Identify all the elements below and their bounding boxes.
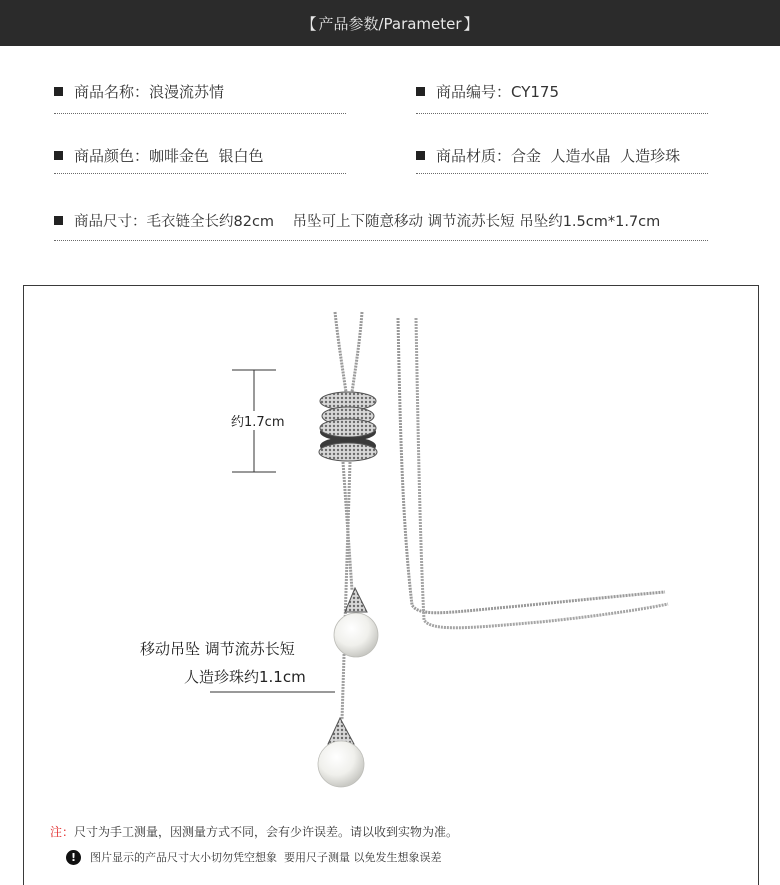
header-bracket-open: 【 — [301, 14, 317, 33]
callout-line-1: 移动吊坠 调节流苏长短 — [140, 640, 295, 658]
param-size-label: 商品尺寸： — [74, 214, 147, 230]
pearl-drop-lower — [318, 718, 364, 787]
warning-note — [66, 849, 442, 865]
chain-strand — [352, 312, 362, 392]
callout-line-2: 人造珍珠约1.1cm — [184, 668, 306, 686]
measurement-note — [50, 823, 458, 840]
warning-text: 图片显示的产品尺寸大小切勿凭空想象 要用尺子测量 以免发生想象误差 — [90, 851, 442, 864]
chain-strand — [416, 318, 668, 628]
chain-strand — [335, 312, 346, 392]
pearl-drop-upper — [334, 588, 378, 657]
param-material-value: 合金 人造水晶 人造珍珠 — [511, 147, 681, 165]
chain-strand — [398, 318, 665, 613]
note-prefix: 注： — [50, 825, 75, 839]
param-code-value: CY175 — [511, 82, 560, 101]
warning-icon: ! — [66, 850, 81, 865]
param-color-value: 咖啡金色 银白色 — [149, 147, 264, 165]
param-name-value: 浪漫流苏情 — [149, 83, 225, 101]
dimension-label: 约1.7cm — [231, 411, 285, 430]
header-bracket-close: 】 — [463, 14, 479, 33]
param-color-label: 商品颜色： — [74, 147, 150, 165]
note-text: 尺寸为手工测量，因测量方式不同，会有少许误差。请以收到实物为准。 — [74, 825, 459, 839]
param-material-label: 商品材质： — [436, 147, 512, 165]
header-title: 产品参数/Parameter — [318, 14, 462, 33]
pave-slider-rings — [319, 392, 377, 461]
param-size-value: 毛衣链全长约82cm 吊坠可上下随意移动 调节流苏长短 吊坠约1.5cm*1.7cm — [146, 214, 661, 230]
tassel-chain — [342, 462, 350, 720]
param-name-label: 商品名称： — [74, 83, 150, 101]
param-code-label: 商品编号： — [436, 83, 512, 101]
